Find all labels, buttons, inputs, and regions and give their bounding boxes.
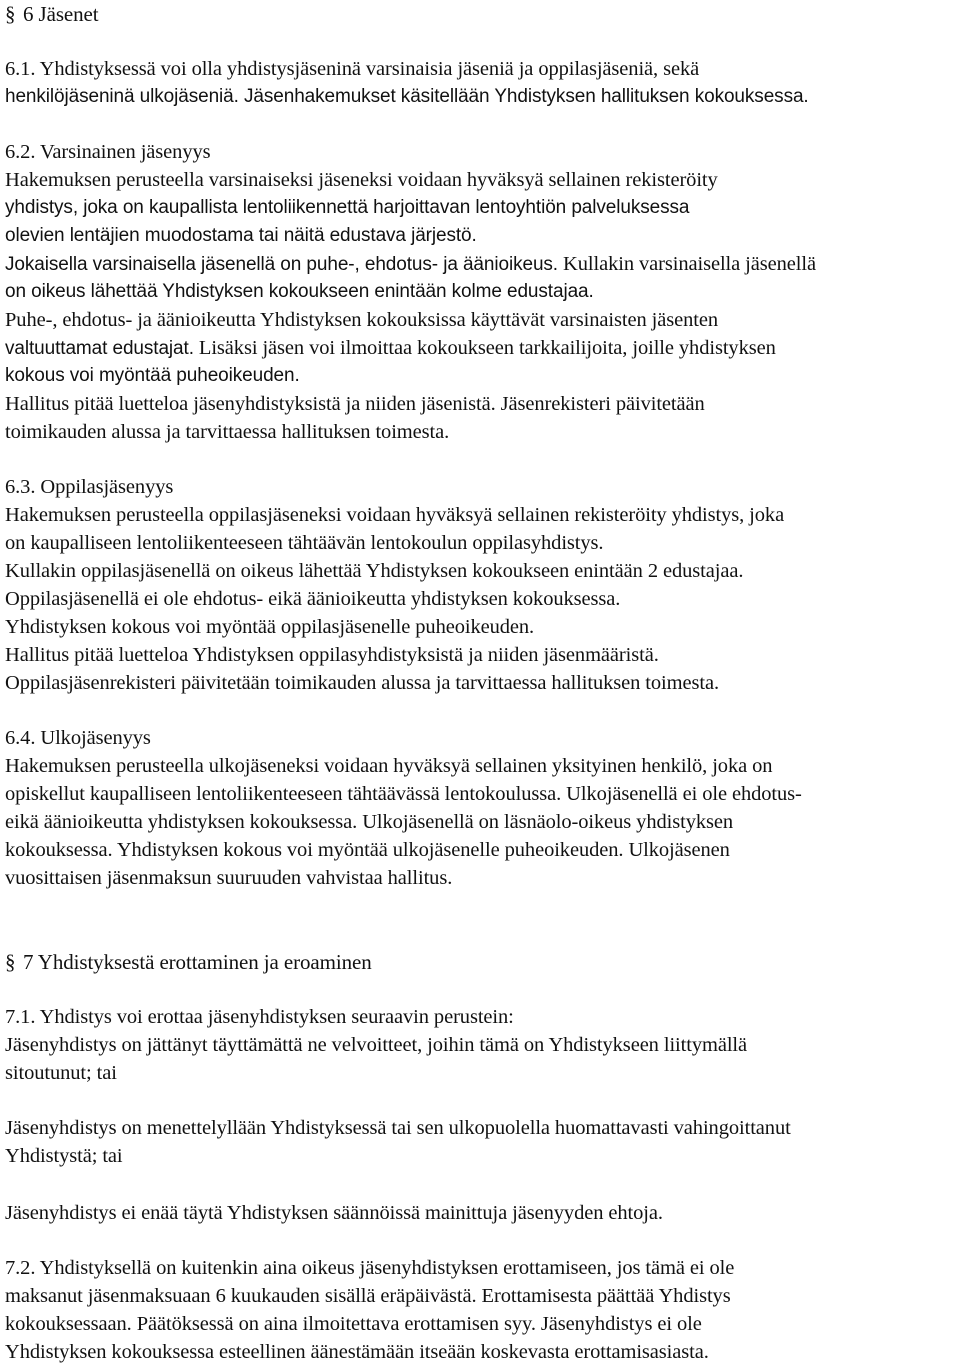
paragraph-line: on kaupalliseen lentoliikenteeseen tähtäävän lentokoulun oppilasyhdistys.: [5, 532, 604, 554]
paragraph-line: 7.2. Yhdistyksellä on kuitenkin aina oikeus jäsenyhdistyksen erottamiseen, jos tämä ei ole: [5, 1257, 735, 1279]
paragraph-line: Hakemuksen perusteella oppilasjäseneksi voidaan hyväksyä sellainen rekisteröity yhdistys, joka: [5, 504, 785, 526]
subsection-heading: 6.3. Oppilasjäsenyys: [5, 476, 174, 498]
paragraph-line: henkilöjäseninä ulkojäseniä. Jäsenhakemukset käsitellään Yhdistyksen hallituksen kokouksessa.: [5, 86, 809, 107]
paragraph-line: Hakemuksen perusteella ulkojäseneksi voidaan hyväksyä sellainen yksityinen henkilö, joka on: [5, 755, 773, 777]
section-7-heading: [5, 948, 372, 976]
paragraph-line: sitoutunut; tai: [5, 1062, 117, 1084]
paragraph-line: vuosittaisen jäsenmaksun suuruuden vahvistaa hallitus.: [5, 867, 453, 889]
paragraph-line: opiskellut kaupalliseen lentoliikenteeseen tähtäävässä lentokoulussa. Ulkojäsenellä ei ole ehdotus-: [5, 783, 802, 805]
paragraph-line: Puhe-, ehdotus- ja äänioikeutta Yhdistyksen kokouksissa käyttävät varsinaisten jäsenten: [5, 309, 719, 331]
paragraph-line: on oikeus lähettää Yhdistyksen kokoukseen enintään kolme edustajaa.: [5, 281, 594, 302]
paragraph-line: Oppilasjäsenellä ei ole ehdotus- eikä äänioikeutta yhdistyksen kokouksessa.: [5, 588, 621, 610]
paragraph-line: kokous voi myöntää puheoikeuden.: [5, 365, 300, 386]
paragraph-line: Hallitus pitää luetteloa Yhdistyksen oppilasyhdistyksistä ja niiden jäsenmääristä.: [5, 644, 659, 666]
subsection-heading: 6.4. Ulkojäsenyys: [5, 727, 151, 749]
paragraph-line: Jäsenyhdistys on jättänyt täyttämättä ne velvoitteet, joihin tämä on Yhdistykseen liittymällä: [5, 1034, 748, 1056]
paragraph-line: Hallitus pitää luetteloa jäsenyhdistyksistä ja niiden jäsenistä. Jäsenrekisteri päivitetään: [5, 393, 705, 415]
paragraph-line: [5, 334, 776, 363]
paragraph-line: maksanut jäsenmaksuaan 6 kuukauden sisällä eräpäivästä. Erottamisesta päättää Yhdistys: [5, 1285, 731, 1307]
paragraph-line: toimikauden alussa ja tarvittaessa hallituksen toimesta.: [5, 421, 450, 443]
paragraph-line: kokouksessa. Yhdistyksen kokous voi myöntää ulkojäsenelle puheoikeuden. Ulkojäsenen: [5, 839, 730, 861]
line-segment: Kullakin varsinaisella jäsenellä: [558, 253, 816, 275]
paragraph-line: Jäsenyhdistys ei enää täytä Yhdistyksen säännöissä mainittuja jäsenyyden ehtoja.: [5, 1202, 663, 1224]
paragraph-line: kokouksessaan. Päätöksessä on aina ilmoitettava erottamisen syy. Jäsenyhdistys ei ole: [5, 1313, 702, 1335]
paragraph-line: 6.1. Yhdistyksessä voi olla yhdistysjäseninä varsinaisia jäseniä ja oppilasjäseniä, sekä: [5, 58, 700, 80]
section-sign: §: [5, 950, 16, 974]
paragraph-line: Jäsenyhdistys on menettelyllään Yhdistyksessä tai sen ulkopuolella huomattavasti vahingoittanut: [5, 1117, 791, 1139]
paragraph-line: Hakemuksen perusteella varsinaiseksi jäseneksi voidaan hyväksyä sellainen rekisteröity: [5, 169, 718, 191]
subsection-heading: 6.2. Varsinainen jäsenyys: [5, 141, 211, 163]
line-segment: Lisäksi jäsen voi ilmoittaa kokoukseen tarkkailijoita, joille yhdistyksen: [193, 337, 776, 359]
line-segment: valtuuttamat edustajat.: [5, 338, 194, 359]
paragraph-line: yhdistys, joka on kaupallista lentoliikennettä harjoittavan lentoyhtiön palveluksessa: [5, 197, 690, 218]
section-sign: §: [5, 2, 16, 26]
section-7-title: 7 Yhdistyksestä erottaminen ja eroaminen: [23, 950, 372, 974]
paragraph-line: Yhdistystä; tai: [5, 1145, 123, 1167]
paragraph-line: Yhdistyksen kokous voi myöntää oppilasjäsenelle puheoikeuden.: [5, 616, 535, 638]
paragraph-line: 7.1. Yhdistys voi erottaa jäsenyhdistyksen seuraavin perustein:: [5, 1006, 514, 1028]
section-6-title: 6 Jäsenet: [23, 2, 99, 26]
paragraph-line: eikä äänioikeutta yhdistyksen kokouksessa. Ulkojäsenellä on läsnäolo-oikeus yhdistyksen: [5, 811, 734, 833]
paragraph-line: [5, 250, 816, 279]
paragraph-line: Kullakin oppilasjäsenellä on oikeus lähettää Yhdistyksen kokoukseen enintään 2 edustajaa.: [5, 560, 744, 582]
line-segment: Jokaisella varsinaisella jäsenellä on puhe-, ehdotus- ja äänioikeus.: [5, 254, 558, 275]
section-6-heading: [5, 0, 99, 28]
paragraph-line: Oppilasjäsenrekisteri päivitetään toimikauden alussa ja tarvittaessa hallituksen toimesta.: [5, 672, 719, 694]
paragraph-line: olevien lentäjien muodostama tai näitä edustava järjestö.: [5, 225, 477, 246]
paragraph-line: Yhdistyksen kokouksessa esteellinen äänestämään itseään koskevasta erottamisasiasta.: [5, 1341, 709, 1363]
